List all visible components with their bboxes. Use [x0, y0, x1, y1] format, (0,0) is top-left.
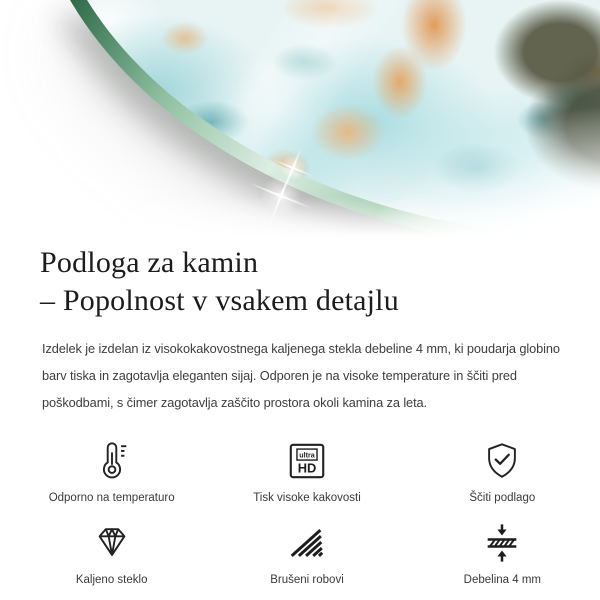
feature-label: Tisk visoke kakovosti: [253, 492, 361, 504]
title-line-1: Podloga za kamin: [40, 246, 259, 279]
shield-check-icon: [481, 440, 523, 482]
feature-tempered-glass: [14, 520, 209, 586]
ultra-hd-icon: [286, 440, 328, 482]
feature-label: Brušeni robovi: [270, 574, 344, 586]
svg-text:ultra: ultra: [299, 451, 315, 460]
svg-text:HD: HD: [297, 460, 317, 476]
product-description: Izdelek je izdelan iz visokokakovostnega kaljenega stekla debeline 4 mm, ki poudarja globino barv tiska in zagotavlja eleganten sijaj. Odporen je na visoke temperature in ščiti pred poškodbami, s čimer zagotavlja zaščito prostora okoli kamina za leta.: [42, 341, 560, 410]
page-title: [0, 244, 600, 320]
feature-thickness: [405, 520, 600, 586]
product-hero-image: [0, 0, 600, 240]
feature-label: Debelina 4 mm: [463, 574, 541, 586]
diamond-icon: [91, 522, 133, 564]
features-grid: [0, 438, 600, 586]
feature-label: Kaljeno steklo: [75, 574, 148, 586]
title-line-2: – Popolnost v vsakem detajlu: [40, 284, 399, 317]
feature-print-quality: [209, 438, 404, 504]
round-glass-panel: [0, 0, 600, 240]
feature-polished-edges: [209, 520, 404, 586]
feature-temperature: [14, 438, 209, 504]
bevel-hatch-icon: [286, 522, 328, 564]
feature-label: Ščiti podlago: [469, 492, 536, 504]
thickness-press-icon: [481, 522, 523, 564]
feature-label: Odporno na temperaturo: [48, 492, 175, 504]
thermometer-icon: [91, 440, 133, 482]
marble-print-surface: [0, 0, 600, 240]
feature-protects-surface: [405, 438, 600, 504]
